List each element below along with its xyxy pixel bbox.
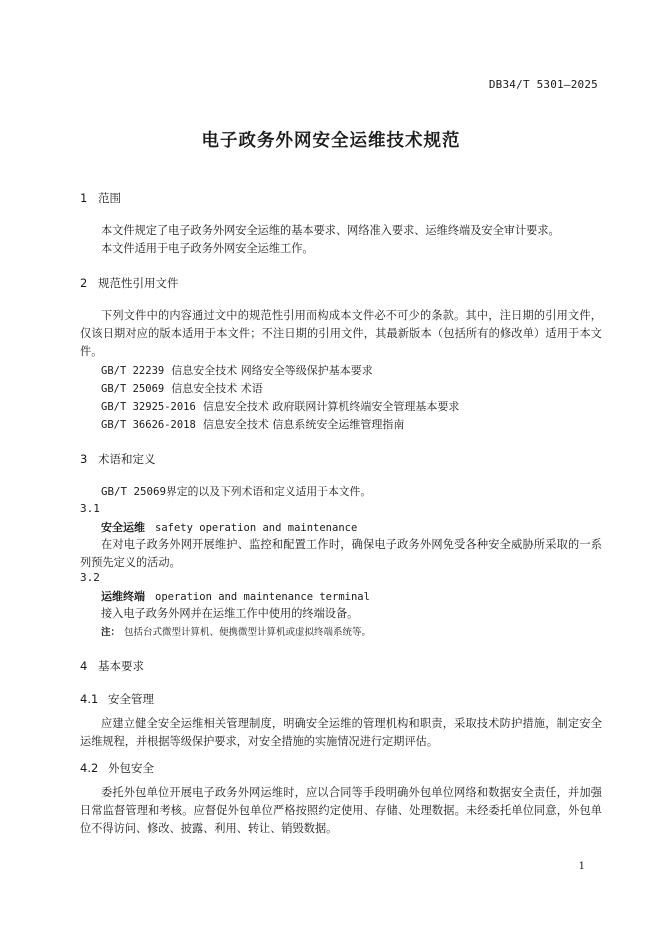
section-title: 基本要求 xyxy=(98,659,144,673)
reference-item xyxy=(101,416,404,432)
note-label: 注： xyxy=(101,627,121,638)
subsection-number: 4.1 xyxy=(80,692,99,706)
term-english: safety operation and maintenance xyxy=(155,522,358,534)
term-note xyxy=(101,624,371,638)
term-english: operation and maintenance terminal xyxy=(155,591,370,603)
reference-title: 信息安全技术 政府联网计算机终端安全管理基本要求 xyxy=(202,400,460,413)
document-title: 电子政务外网安全运维技术规范 xyxy=(201,131,461,151)
section-title: 规范性引用文件 xyxy=(98,276,179,290)
section-2-heading xyxy=(80,275,179,291)
note-text: 包括台式微型计算机、便携微型计算机或虚拟终端系统等。 xyxy=(124,627,372,638)
reference-title: 信息安全技术 网络安全等级保护基本要求 xyxy=(171,364,373,377)
term-chinese: 安全运维 xyxy=(101,521,145,534)
section-1-paragraph-1: 本文件规定了电子政务外网安全运维的基本要求、网络准入要求、运维终端及安全审计要求。 xyxy=(101,224,560,237)
section-3-intro: GB/T 25069界定的以及下列术语和定义适用于本文件。 xyxy=(101,485,372,498)
reference-code: GB/T 36626-2018 xyxy=(101,419,196,431)
section-title: 术语和定义 xyxy=(98,452,156,466)
term-entry xyxy=(101,519,357,535)
term-definition: 接入电子政务外网并在运维工作中使用的终端设备。 xyxy=(101,607,359,620)
subsection-4-1-paragraph: 应建立健全安全运维相关管理制度，明确安全运维的管理机构和职责，采取技术防护措施，制定安全运维规程，并根据等级保护要求，对安全措施的实施情况进行定期评估。 xyxy=(80,717,602,748)
term-definition: 在对电子政务外网开展维护、监控和配置工作时，确保电子政务外网免受各种安全威胁所采取的一系列预先定义的活动。 xyxy=(80,538,602,569)
reference-title: 信息安全技术 术语 xyxy=(171,382,263,395)
reference-item xyxy=(101,398,459,414)
section-4-heading xyxy=(80,658,144,674)
section-number: 3 xyxy=(80,452,88,466)
reference-title: 信息安全技术 信息系统安全运维管理指南 xyxy=(202,418,405,431)
section-2-intro: 下列文件中的内容通过文中的规范性引用而构成本文件必不可少的条款。其中，注日期的引用文件，仅该日期对应的版本适用于本文件；不注日期的引用文件，其最新版本（包括所有的修改单）适用于本文件。 xyxy=(80,309,602,358)
term-number: 3.2 xyxy=(80,571,100,584)
reference-item xyxy=(101,362,373,378)
term-number: 3.1 xyxy=(80,502,100,515)
reference-item xyxy=(101,380,263,396)
term-chinese: 运维终端 xyxy=(101,590,145,603)
reference-code: GB/T 32925-2016 xyxy=(101,401,196,413)
section-number: 2 xyxy=(80,276,88,290)
subsection-title: 外包安全 xyxy=(108,761,154,775)
subsection-4-2-paragraph: 委托外包单位开展电子政务外网运维时，应以合同等手段明确外包单位网络和数据安全责任，并加强日常监督管理和考核。应督促外包单位严格按照约定使用、存储、处理数据。未经委托单位同意，外包单位不得访问、修改、披露、利用、转让、销毁数据。 xyxy=(80,786,602,835)
section-title: 范围 xyxy=(98,191,121,205)
subsection-4-1-heading xyxy=(80,691,154,707)
section-1-heading xyxy=(80,190,121,206)
term-entry xyxy=(101,588,370,604)
subsection-number: 4.2 xyxy=(80,761,99,775)
reference-code: GB/T 22239 xyxy=(101,365,165,377)
subsection-4-2-heading xyxy=(80,760,154,776)
section-3-heading xyxy=(80,451,156,467)
section-number: 1 xyxy=(80,191,88,205)
document-number: DB34/T 5301—2025 xyxy=(488,78,598,91)
page-number: 1 xyxy=(578,861,585,872)
reference-code: GB/T 25069 xyxy=(101,383,165,395)
section-number: 4 xyxy=(80,659,88,673)
section-1-paragraph-2: 本文件适用于电子政务外网安全运维工作。 xyxy=(101,242,314,255)
subsection-title: 安全管理 xyxy=(108,692,154,706)
